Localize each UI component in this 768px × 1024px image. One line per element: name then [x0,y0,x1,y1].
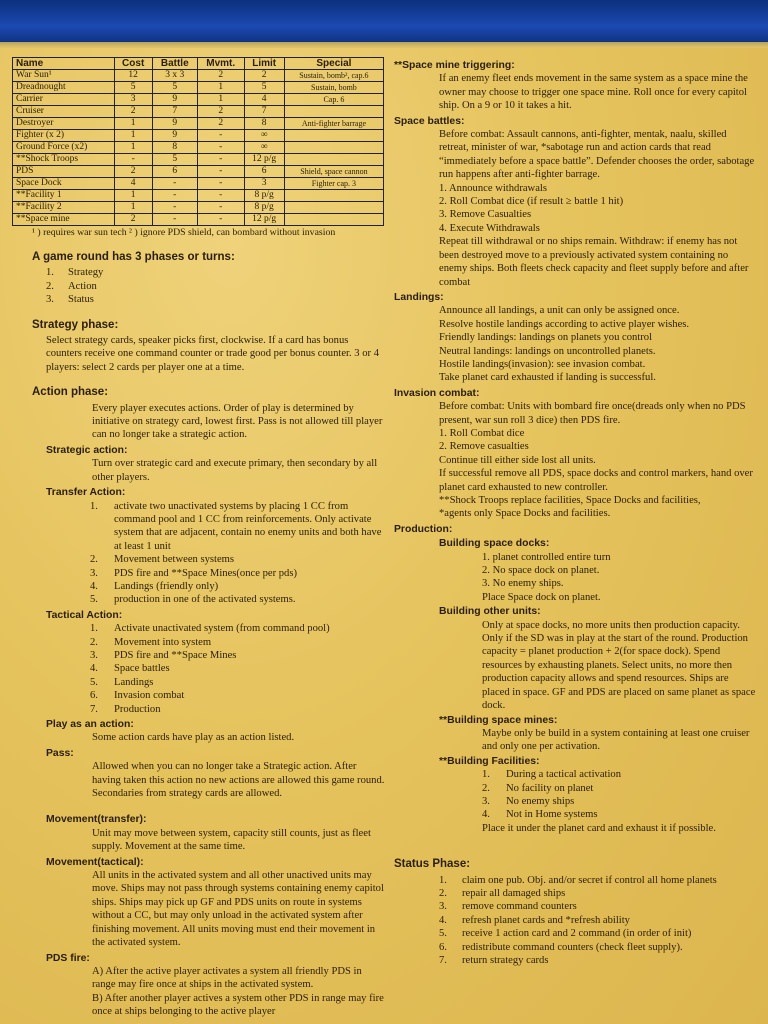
table-cell: - [152,178,197,190]
table-cell: Sustain, bomb [284,82,383,94]
pds-fire-a: A) After the active player activates a system all friendly PDS in range may fire once at ships in the activated system. [92,965,362,991]
list-item: 1. Activate unactivated system (from command pool) [90,623,330,635]
text-line: 4. Execute Withdrawals [439,222,540,234]
table-cell: **Facility 2 [13,202,115,214]
table-cell: 8 [244,118,284,130]
list-item: 4. Not in Home systems [482,809,598,821]
table-cell: - [197,202,244,214]
building-units-text: Only at space docks, no more units then production capacity. Only if the SD was in play at the start of the round. Production capacity = planet production + 2(for space dock). Spend resources by exhausting planets. Select units, no more then production capacity allows and spend resources. Ships are placed in space. GF and PDS are placed on same planet as space dock. [482,619,756,712]
table-cell [284,106,383,118]
table-row [13,190,384,202]
table-cell: - [197,142,244,154]
table-footnote: ¹ ) requires war sun tech ² ) ignore PDS shield, can bombard without invasion [32,227,336,238]
pass-text: Allowed when you can no longer take a Strategic action. After having taken this action no new actions are allowed this game round. Secondaries from strategy cards are allowed. [92,761,385,800]
action-text: Every player executes actions. Order of play is determined by initiative on strategy card, lowest first. Pass is not allowed till player can no longer take a strategic action. [92,402,383,441]
table-cell: 5 [114,82,152,94]
invasion-heading: Invasion combat: [394,387,480,399]
docks-list [394,551,758,605]
list-item: 7. return strategy cards [439,955,549,966]
list-item: 4. refresh planet cards and *refresh ability [439,914,630,926]
list-item: 1. Strategy [46,267,104,279]
table-cell: 7 [244,106,284,118]
text-line: 2. Roll Combat dice (if result ≥ battle 1 hit) [439,196,624,208]
table-cell: Shield, space cannon [284,166,383,178]
pds-fire-heading: PDS fire: [46,952,90,964]
table-cell [284,142,383,154]
invasion-note-1: **Shock Troops replace facilities, Space Docks and facilities, [439,495,701,506]
text-line: 2. No space dock on planet. [482,565,600,577]
table-header-row [13,58,384,70]
table-cell: 1 [197,94,244,106]
space-mine-text: If an enemy fleet ends movement in the same system as a space mine the owner may choose to trigger one space mine. Roll once for every capitol ship. On a 9 or 10 it takes a hit. [439,73,748,112]
facilities-list [394,768,758,822]
table-row [13,118,384,130]
transfer-list [12,500,386,607]
table-cell: 9 [152,130,197,142]
table-cell: **Space mine [13,214,115,226]
list-item: 4. Landings (friendly only) [90,580,219,592]
table-cell: - [197,214,244,226]
table-cell: - [197,154,244,166]
table-cell: **Shock Troops [13,154,115,166]
table-cell [284,154,383,166]
table-cell: 2 [197,106,244,118]
table-row [13,94,384,106]
table-cell: 1 [114,142,152,154]
table-cell: - [197,166,244,178]
text-line: Hostile landings(invasion): see invasion combat. [439,358,646,370]
table-cell: - [114,154,152,166]
right-column [394,57,758,967]
battle-steps [394,182,758,236]
transfer-action-heading: Transfer Action: [46,487,126,499]
facilities-after-text: Place it under the planet card and exhaust it if possible. [482,822,716,834]
table-cell: 3 [114,94,152,106]
table-cell: 4 [114,178,152,190]
round-heading: A game round has 3 phases or turns: [32,251,235,263]
list-item: 3. PDS fire and **Space Mines [90,649,237,661]
movement-tactical-heading: Movement(tactical): [46,856,144,868]
table-row [13,178,384,190]
landings-heading: Landings: [394,291,444,303]
table-cell: 6 [152,166,197,178]
text-line: Take planet card exhausted if landing is successful. [439,372,656,384]
table-cell: 2 [197,118,244,130]
table-cell: - [197,178,244,190]
table-row [13,142,384,154]
pds-fire-b: B) After another player actives a system other PDS in range may fire once at ships belonging to the active player [92,992,384,1018]
table-cell: Destroyer [13,118,115,130]
table-row [13,166,384,178]
table-cell: 12 p/g [244,154,284,166]
table-cell: 2 [197,70,244,82]
table-cell: 12 [114,70,152,82]
table-row [13,130,384,142]
table-cell: Cap. 6 [284,94,383,106]
table-row [13,106,384,118]
table-header-cell: Battle [152,58,197,70]
text-line: Neutral landings: landings on uncontrolled planets. [439,345,656,357]
table-cell: 4 [244,94,284,106]
list-item: 6. redistribute command counters (check fleet supply). [439,941,683,953]
text-line: 2. Remove casualties [439,441,529,453]
status-list [394,874,758,968]
text-line: Friendly landings: landings on planets you control [439,332,653,344]
table-row [13,214,384,226]
building-facilities-heading: **Building Facilities: [439,755,540,767]
list-item: 5. receive 1 action card and 2 command (in order of init) [439,928,692,940]
round-list [12,266,386,306]
table-header-cell: Name [13,58,115,70]
table-cell: - [197,190,244,202]
table-body [13,70,384,226]
table-cell: 5 [244,82,284,94]
table-cell: War Sun¹ [13,70,115,82]
strategic-action-text: Turn over strategic card and execute primary, then secondary by all other players. [92,458,378,483]
table-header-cell: Limit [244,58,284,70]
building-mines-heading: **Building space mines: [439,714,558,726]
play-action-text: Some action cards have play as an action listed. [92,732,295,744]
table-cell: 9 [152,118,197,130]
table-cell: 5 [152,154,197,166]
table-cell: ∞ [244,130,284,142]
table-row [13,70,384,82]
list-item: 2. Action [46,280,97,292]
table-cell: 6 [244,166,284,178]
invasion-text: Before combat: Units with bombard fire once(dreads only when no PDS present, war sun roll 3 dice) then PDS fire. [439,401,746,426]
table-row [13,154,384,166]
units-table [12,57,384,226]
table-cell: - [197,130,244,142]
status-heading: Status Phase: [394,858,471,871]
table-cell: 2 [114,166,152,178]
table-cell: 9 [152,94,197,106]
list-item: 1. claim one pub. Obj. and/or secret if control all home planets [439,874,717,886]
list-item: 3. No enemy ships [482,795,575,807]
table-cell: Cruiser [13,106,115,118]
table-cell: PDS [13,166,115,178]
space-battles-heading: Space battles: [394,115,465,127]
list-item: 2. No facility on planet [482,782,594,794]
invasion-note-2: *agents only Space Docks and facilities. [439,508,611,520]
text-line: 1. planet controlled entire turn [482,551,611,563]
strategy-text: Select strategy cards, speaker picks first, clockwise. If a card has bonus counters receive one command counter or trade good per bonus counter. 3 or 4 players: select 2 cards per player one at a time. [46,335,379,373]
list-item: 3. Status [46,294,94,306]
table-cell: 7 [152,106,197,118]
table-cell: 12 p/g [244,214,284,226]
table-header-cell: Mvmt. [197,58,244,70]
table-header-cell: Special [284,58,383,70]
table-cell: Ground Force (x2) [13,142,115,154]
table-cell: 2 [114,214,152,226]
table-cell: Sustain, bomb², cap.6 [284,70,383,82]
table-cell: - [152,202,197,214]
text-line: Announce all landings, a unit can only be assigned once. [439,305,680,317]
list-item: 4. Space battles [90,663,170,675]
table-cell: Fighter (x 2) [13,130,115,142]
table-cell [284,214,383,226]
table-cell: 1 [114,118,152,130]
movement-transfer-heading: Movement(transfer): [46,814,147,826]
space-mine-heading: **Space mine triggering: [394,60,515,71]
list-item: 7. Production [90,703,161,715]
table-cell: 1 [197,82,244,94]
table-cell: - [152,214,197,226]
tactical-list [12,622,386,716]
building-units-heading: Building other units: [439,606,541,618]
table-cell: 3 x 3 [152,70,197,82]
table-cell [284,130,383,142]
header-banner [0,0,768,48]
battle-repeat-text: Repeat till withdrawal or no ships remain. Withdraw: if enemy has not been destroyed move to a previously activated system containing no enemy ships. Both fleets check capacity and fleet supply before and after combat [439,236,749,288]
list-item: 1. activate two unactivated systems by placing 1 CC from command pool and 1 CC from reinforcements. Only activate system that are adjacent, contain no enemy units and both have at least 1 unit [90,500,382,552]
list-item: 5. production in one of the activated systems. [90,594,296,606]
production-heading: Production: [394,523,453,535]
play-action-heading: Play as an action: [46,719,134,730]
movement-tactical-text: All units in the activated system and all other unactived units may move. Ships may not pass through systems containing enemy capitol ships. Ships may pick up GF and PDS units on route in systems without a CC, but may only unload in the activated system after finishing movement. All units moving must end their movement in the activated system. [92,870,384,949]
pass-heading: Pass: [46,747,74,759]
table-cell: Fighter cap. 3 [284,178,383,190]
text-line: 3. No enemy ships. [482,578,564,590]
table-cell [284,202,383,214]
text-line: Resolve hostile landings according to active player wishes. [439,318,690,330]
table-cell: 1 [114,130,152,142]
list-item: 2. Movement between systems [90,554,235,566]
tactical-action-heading: Tactical Action: [46,609,123,621]
table-cell: 8 p/g [244,202,284,214]
invasion-after-text: If successful remove all PDS, space docks and control markers, hand over planet card exhausted to new controller. [439,468,753,493]
text-line: Continue till either side lost all units. [439,454,596,466]
table-cell: Space Dock [13,178,115,190]
table-cell: 8 [152,142,197,154]
table-cell: 2 [244,70,284,82]
text-line: Place Space dock on planet. [482,591,601,603]
table-cell: - [152,190,197,202]
table-cell: 3 [244,178,284,190]
table-row [13,202,384,214]
table-cell: Anti-fighter barrage [284,118,383,130]
invasion-steps [394,427,758,467]
table-cell: **Facility 1 [13,190,115,202]
table-cell [284,190,383,202]
table-header-cell: Cost [114,58,152,70]
list-item: 6. Invasion combat [90,690,185,702]
table-cell: 1 [114,202,152,214]
building-docks-heading: Building space docks: [439,538,550,550]
list-item: 5. Landings [90,676,154,688]
action-heading: Action phase: [32,386,109,399]
list-item: 2. repair all damaged ships [439,887,566,899]
list-item: 3. remove command counters [439,901,577,913]
list-item: 1. During a tactical activation [482,769,622,781]
table-cell: Carrier [13,94,115,106]
space-battles-text: Before combat: Assault cannons, anti-fighter, mentak, naalu, skilled retreat, minister of war, *sabotage run and action cards that read “immediately before a space battle”. Defender chooses the order, sabotage run happens after anti-fighter barrage. [439,129,755,181]
list-item: 2. Movement into system [90,636,212,648]
table-row [13,82,384,94]
table-cell: 5 [152,82,197,94]
table-cell: 1 [114,190,152,202]
list-item: 3. PDS fire and **Space Mines(once per pds) [90,567,297,579]
left-column [12,57,386,1019]
table-cell: ∞ [244,142,284,154]
table-cell: 8 p/g [244,190,284,202]
movement-transfer-text: Unit may move between system, capacity still counts, just as fleet supply. Movement at the same time. [92,827,371,853]
table-cell: 2 [114,106,152,118]
text-line: 1. Announce withdrawals [439,182,547,194]
landings-lines [394,304,758,384]
strategy-heading: Strategy phase: [32,318,119,331]
text-line: 1. Roll Combat dice [439,427,525,439]
text-line: 3. Remove Casualties [439,209,532,221]
strategic-action-heading: Strategic action: [46,444,128,456]
table-cell: Dreadnought [13,82,115,94]
building-mines-text: Maybe only be build in a system containing at least one cruiser and only one per activation. [482,727,750,753]
